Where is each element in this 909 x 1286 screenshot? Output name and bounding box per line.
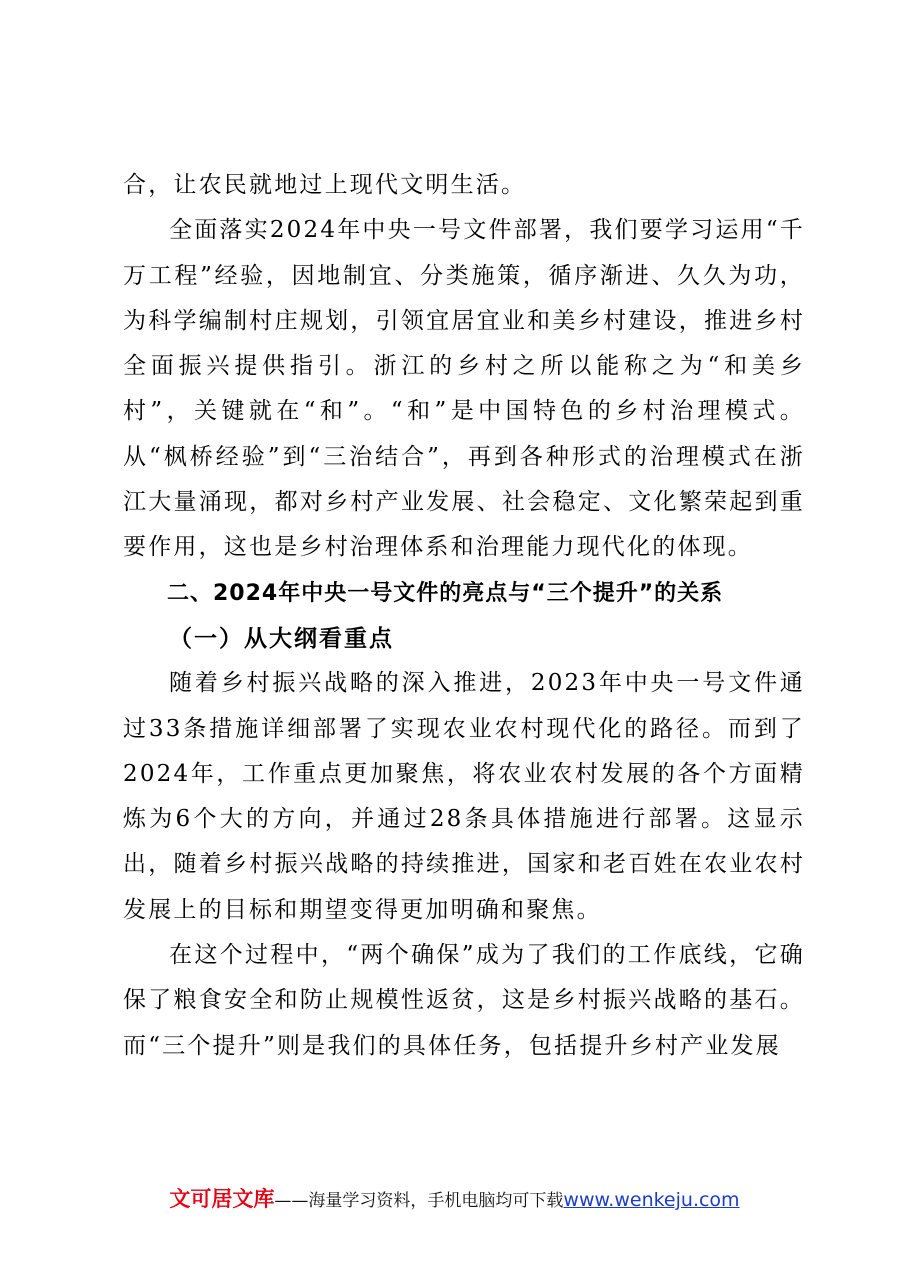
paragraph: 在这个过程中，“两个确保”成为了我们的工作底线，它确保了粮食安全和防止规模性返贫，这是乡村振兴战略的基石。而“三个提升”则是我们的具体任务，包括提升乡村产业发展 [123,942,805,1059]
paragraph-continuation: 合，让农民就地过上现代文明生活。 [123,172,527,198]
document-body [123,163,805,1069]
subsection-heading: （一）从大纲看重点 [169,624,394,652]
footer-slogan: ——海量学习资料，手机电脑均可下载 [274,1191,564,1211]
paragraph: 全面落实2024年中央一号文件部署，我们要学习运用“千万工程”经验，因地制宜、分类施策，循序渐进、久久为功，为科学编制村庄规划，引领宜居宜业和美乡村建设，推进乡村全面振兴提供指引。浙江的乡村之所以能称之为“和美乡村”，关键就在“和”。“和”是中国特色的乡村治理模式。从“枫桥经验”到“三治结合”，再到各种形式的治理模式在浙江大量涌现，都对乡村产业发展、社会稳定、文化繁荣起到重要作用，这也是乡村治理体系和治理能力现代化的体现。 [123,217,805,561]
footer-brand: 文可居文库 [169,1187,275,1211]
page-footer [0,1183,909,1213]
section-heading: 二、2024年中央一号文件的亮点与“三个提升”的关系 [167,580,724,606]
footer-link[interactable]: www.wenkeju.com [563,1189,740,1211]
paragraph: 随着乡村振兴战略的深入推进，2023年中央一号文件通过33条措施详细部署了实现农业农村现代化的路径。而到了2024年，工作重点更加聚焦，将农业农村发展的各个方面精炼为6个大的方向，并通过28条具体措施进行部署。这显示出，随着乡村振兴战略的持续推进，国家和老百姓在农业农村发展上的目标和期望变得更加明确和聚焦。 [123,670,805,923]
